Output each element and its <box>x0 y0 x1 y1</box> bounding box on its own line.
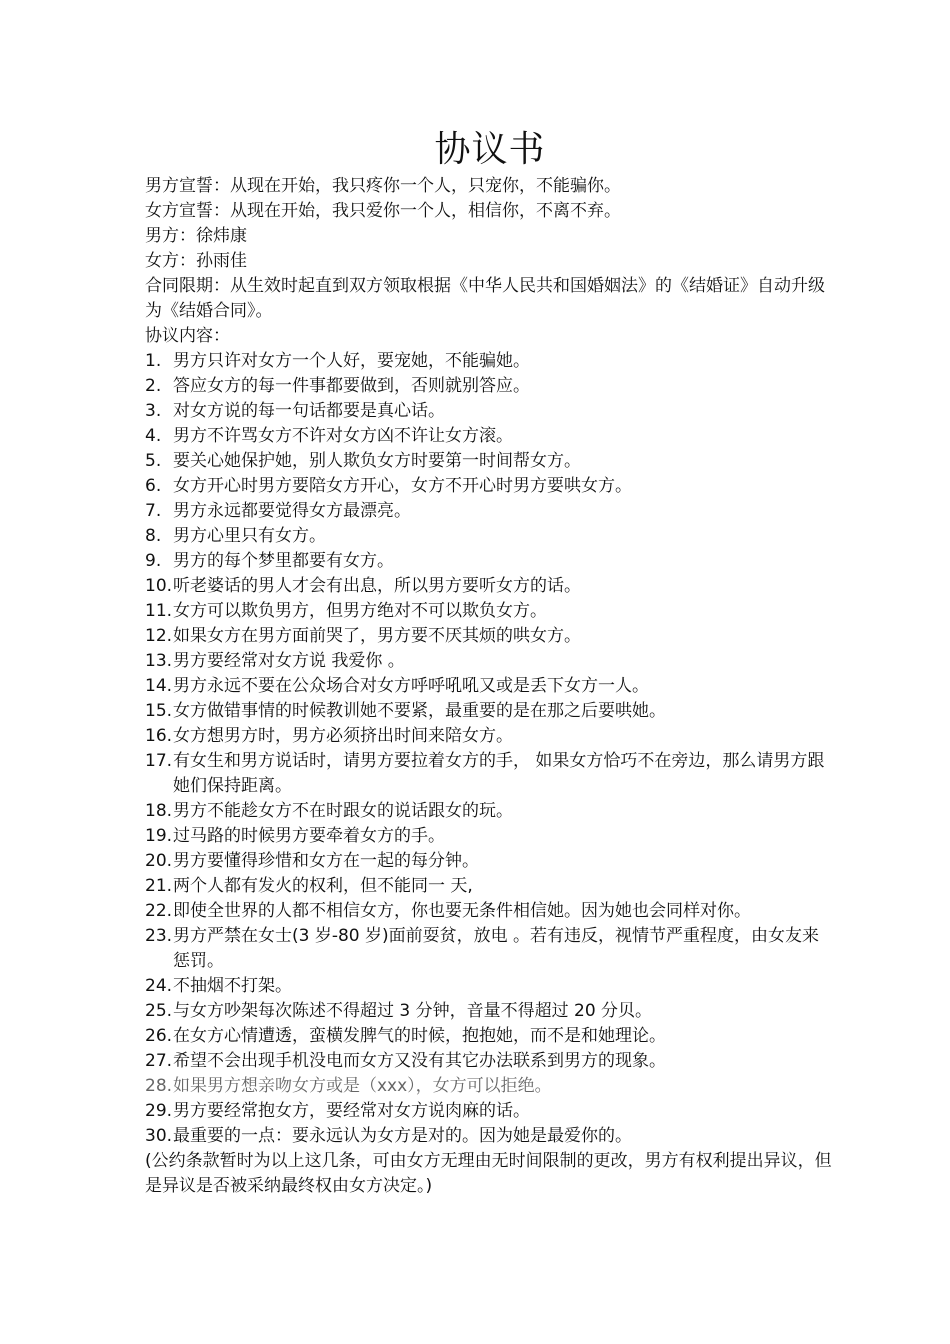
list-item <box>145 674 835 699</box>
item-number: 1. <box>145 351 162 371</box>
item-number: 25. <box>145 1001 173 1021</box>
item-text: 希望不会出现手机没电而女方又没有其它办法联系到男方的现象。 <box>173 1051 666 1071</box>
item-text: 女方开心时男方要陪女方开心，女方不开心时男方要哄女方。 <box>173 476 632 496</box>
item-number: 23. <box>145 926 173 946</box>
item-number: 12. <box>145 626 173 646</box>
item-text: 男方永远不要在公众场合对女方呼呼吼吼又或是丢下女方一人。 <box>173 676 649 696</box>
item-text: 如果男方想亲吻女方或是（xxx），女方可以拒绝。 <box>173 1076 552 1096</box>
content-heading: 协议内容： <box>145 326 230 346</box>
item-text: 不抽烟不打架。 <box>173 976 292 996</box>
item-number: 6. <box>145 476 162 496</box>
item-number: 29. <box>145 1101 173 1121</box>
list-item <box>145 599 835 624</box>
list-item <box>145 374 835 399</box>
list-item <box>145 399 835 424</box>
item-text: 有女生和男方说话时，请男方要拉着女方的手， 如果女方恰巧不在旁边，那么请男方跟她们保持距离。 <box>173 751 825 796</box>
item-text: 男方只许对女方一个人好，要宠她，不能骗她。 <box>173 351 530 371</box>
item-text: 与女方吵架每次陈述不得超过 3 分钟，音量不得超过 20 分贝。 <box>173 1001 653 1021</box>
item-number: 15. <box>145 701 173 721</box>
item-text: 男方心里只有女方。 <box>173 526 326 546</box>
item-number: 2. <box>145 376 162 396</box>
item-number: 27. <box>145 1051 173 1071</box>
item-text: 过马路的时候男方要牵着女方的手。 <box>173 826 445 846</box>
item-text: 最重要的一点：要永远认为女方是对的。因为她是最爱你的。 <box>173 1126 632 1146</box>
item-text: 男方的每个梦里都要有女方。 <box>173 551 394 571</box>
item-number: 30. <box>145 1126 173 1146</box>
item-text: 女方想男方时，男方必须挤出时间来陪女方。 <box>173 726 513 746</box>
item-number: 19. <box>145 826 173 846</box>
list-item <box>145 1024 835 1049</box>
list-item <box>145 424 835 449</box>
item-number: 22. <box>145 901 173 921</box>
document-title: 协议书 <box>434 129 546 170</box>
item-text: 男方要经常对女方说 我爱你 。 <box>173 651 405 671</box>
item-number: 21. <box>145 876 173 896</box>
list-item <box>145 1049 835 1074</box>
item-text: 男方不能趁女方不在时跟女的说话跟女的玩。 <box>173 801 513 821</box>
item-number: 20. <box>145 851 173 871</box>
item-number: 17. <box>145 751 173 771</box>
list-item <box>145 824 835 849</box>
list-item <box>145 799 835 824</box>
list-item <box>145 1124 835 1149</box>
agreement-items-list <box>145 349 835 1149</box>
list-item <box>145 349 835 374</box>
item-text: 两个人都有发火的权利，但不能同一 天, <box>173 876 473 896</box>
item-number: 9. <box>145 551 162 571</box>
item-number: 24. <box>145 976 173 996</box>
item-text: 对女方说的每一句话都要是真心话。 <box>173 401 445 421</box>
item-number: 26. <box>145 1026 173 1046</box>
item-number: 10. <box>145 576 173 596</box>
list-item <box>145 874 835 899</box>
item-number: 4. <box>145 426 162 446</box>
female-oath: 女方宣誓：从现在开始，我只爱你一个人，相信你，不离不弃。 <box>145 201 621 221</box>
list-item <box>145 549 835 574</box>
item-text: 听老婆话的男人才会有出息，所以男方要听女方的话。 <box>173 576 581 596</box>
list-item <box>145 474 835 499</box>
item-text: 女方可以欺负男方，但男方绝对不可以欺负女方。 <box>173 601 547 621</box>
list-item <box>145 649 835 674</box>
item-text: 男方严禁在女士(3 岁-80 岁)面前耍贫，放电 。若有违反，视情节严重程度，由女友来惩罚。 <box>173 926 820 971</box>
list-item <box>145 924 835 974</box>
item-text: 如果女方在男方面前哭了，男方要不厌其烦的哄女方。 <box>173 626 581 646</box>
item-text: 在女方心情遭透，蛮横发脾气的时候，抱抱她，而不是和她理论。 <box>173 1026 666 1046</box>
list-item <box>145 724 835 749</box>
list-item <box>145 574 835 599</box>
item-number: 8. <box>145 526 162 546</box>
list-item <box>145 1074 835 1099</box>
male-oath: 男方宣誓：从现在开始，我只疼你一个人，只宠你，不能骗你。 <box>145 176 621 196</box>
item-text: 男方要经常抱女方，要经常对女方说肉麻的话。 <box>173 1101 530 1121</box>
item-text: 男方要懂得珍惜和女方在一起的每分钟。 <box>173 851 479 871</box>
list-item <box>145 999 835 1024</box>
item-number: 14. <box>145 676 173 696</box>
item-number: 5. <box>145 451 162 471</box>
item-number: 18. <box>145 801 173 821</box>
list-item <box>145 1099 835 1124</box>
item-text: 要关心她保护她，别人欺负女方时要第一时间帮女方。 <box>173 451 581 471</box>
item-number: 11. <box>145 601 173 621</box>
list-item <box>145 624 835 649</box>
item-number: 7. <box>145 501 162 521</box>
list-item <box>145 974 835 999</box>
item-text: 即使全世界的人都不相信女方，你也要无条件相信她。因为她也会同样对你。 <box>173 901 751 921</box>
item-number: 3. <box>145 401 162 421</box>
female-party: 女方：孙雨佳 <box>145 251 247 271</box>
item-text: 男方不许骂女方不许对女方凶不许让女方滚。 <box>173 426 513 446</box>
list-item <box>145 699 835 724</box>
male-party: 男方：徐炜康 <box>145 226 247 246</box>
list-item <box>145 849 835 874</box>
item-number: 28. <box>145 1076 173 1096</box>
agreement-document <box>145 128 835 1199</box>
item-text: 女方做错事情的时候教训她不要紧，最重要的是在那之后要哄她。 <box>173 701 666 721</box>
list-item <box>145 899 835 924</box>
item-number: 16. <box>145 726 173 746</box>
header-section <box>145 174 835 349</box>
footer-note: (公约条款暂时为以上这几条，可由女方无理由无时间限制的更改，男方有权利提出异议，但是异议是否被采纳最终权由女方决定。) <box>145 1151 832 1196</box>
list-item <box>145 749 835 799</box>
item-text: 答应女方的每一件事都要做到，否则就别答应。 <box>173 376 530 396</box>
list-item <box>145 524 835 549</box>
item-number: 13. <box>145 651 173 671</box>
list-item <box>145 499 835 524</box>
contract-term: 合同限期：从生效时起直到双方领取根据《中华人民共和国婚姻法》的《结婚证》自动升级为《结婚合同》。 <box>145 276 825 321</box>
list-item <box>145 449 835 474</box>
item-text: 男方永远都要觉得女方最漂亮。 <box>173 501 411 521</box>
